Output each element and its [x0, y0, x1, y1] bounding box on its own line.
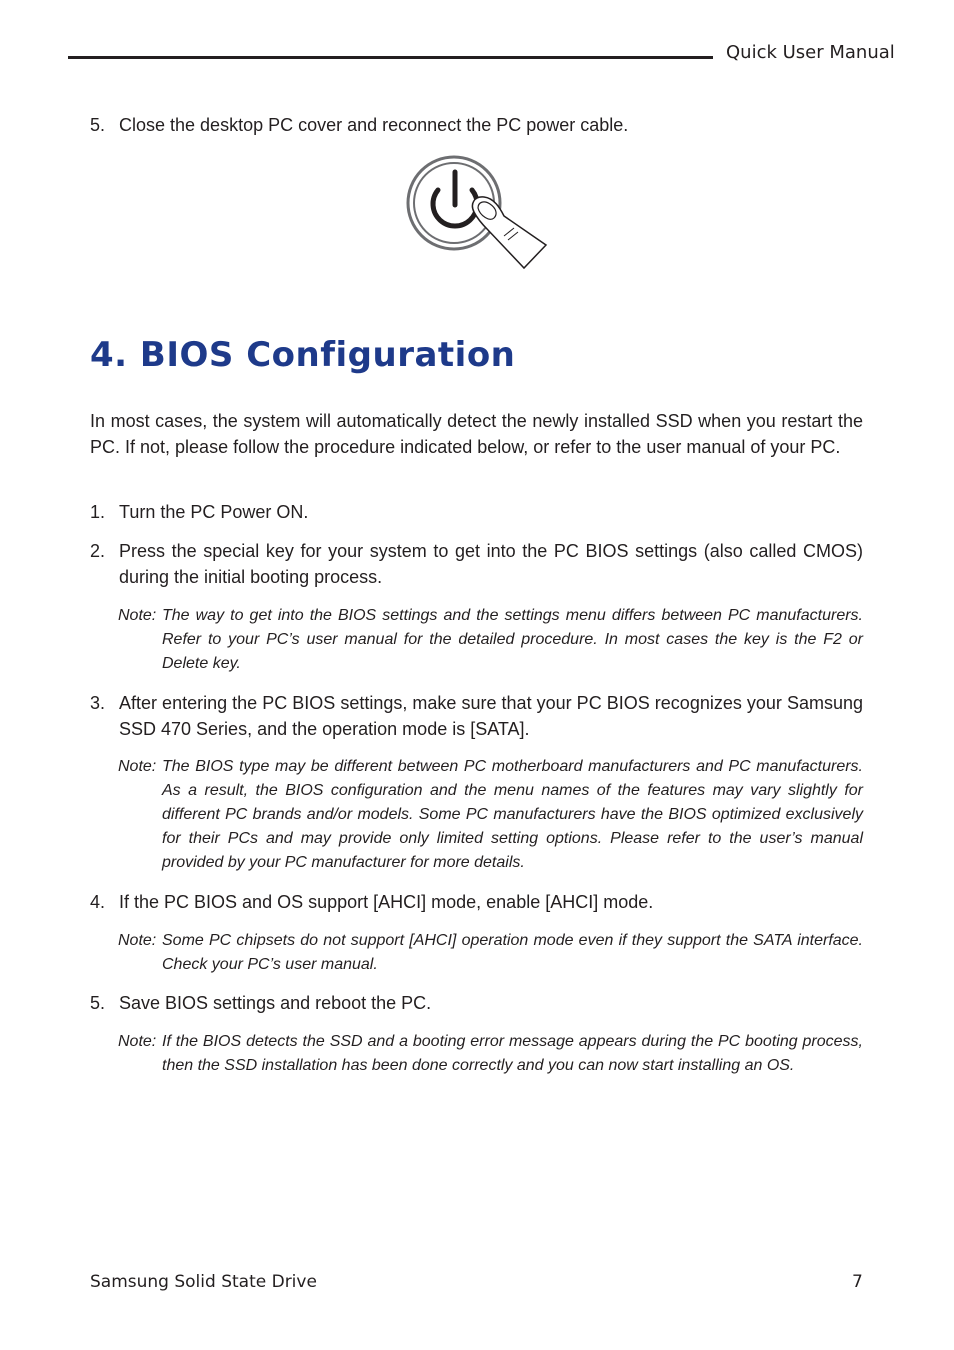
step-number: 3.	[90, 693, 106, 713]
note-text: If the BIOS detects the SSD and a booting error message appears during the PC booting process, then the SSD installation has been done correctly and you can now start installing an OS.	[162, 1033, 863, 1074]
step-2	[90, 538, 863, 590]
step-number: 5.	[90, 115, 106, 135]
header-title: Quick User Manual	[726, 42, 895, 63]
note-label: Note:	[118, 932, 157, 949]
step-5	[90, 990, 863, 1016]
step-3	[90, 690, 863, 742]
step-4	[90, 889, 863, 915]
note-text: Some PC chipsets do not support [AHCI] operation mode even if they support the SATA interface. Check your PC’s user manual.	[162, 932, 863, 973]
note-text: The way to get into the BIOS settings and the settings menu differs between PC manufacturers. Refer to your PC’s user manual for the detailed procedure. In most cases the key is the F2 or Delete key.	[162, 607, 863, 672]
note-3	[118, 929, 863, 977]
note-text: The BIOS type may be different between PC motherboard manufacturers and PC manufacturers. As a result, the BIOS configuration and the menu names of the features may vary slightly for different PC brands and/or models. Some PC manufacturers have the BIOS optimized exclusively for their PCs and may provide only limited setting options. Please refer to the user’s manual provided by your PC manufacturer for more details.	[162, 758, 863, 871]
note-label: Note:	[118, 607, 157, 624]
section-heading: 4. BIOS Configuration	[90, 335, 516, 375]
step-text: Turn the PC Power ON.	[119, 502, 309, 522]
step-text: If the PC BIOS and OS support [AHCI] mode, enable [AHCI] mode.	[119, 892, 654, 912]
note-4	[118, 1030, 863, 1078]
step-number: 5.	[90, 993, 106, 1013]
note-1	[118, 604, 863, 676]
step-number: 1.	[90, 502, 106, 522]
step-number: 4.	[90, 892, 106, 912]
note-2	[118, 755, 863, 875]
header-rule	[68, 56, 713, 59]
power-button-finger-icon	[400, 150, 560, 270]
note-label: Note:	[118, 758, 157, 775]
note-label: Note:	[118, 1033, 157, 1050]
step-number: 2.	[90, 541, 106, 561]
page-number: 7	[852, 1272, 863, 1292]
step-text: Close the desktop PC cover and reconnect the PC power cable.	[119, 115, 629, 135]
top-step	[90, 112, 863, 138]
step-text: After entering the PC BIOS settings, make sure that your PC BIOS recognizes your Samsung SSD 470 Series, and the operation mode is [SATA].	[119, 693, 863, 739]
step-text: Press the special key for your system to get into the PC BIOS settings (also called CMOS) during the initial booting process.	[119, 541, 863, 587]
step-1	[90, 499, 863, 525]
intro-paragraph: In most cases, the system will automatically detect the newly installed SSD when you restart the PC. If not, please follow the procedure indicated below, or refer to the user manual of your PC.	[90, 411, 863, 457]
step-text: Save BIOS settings and reboot the PC.	[119, 993, 432, 1013]
footer-title: Samsung Solid State Drive	[90, 1272, 317, 1292]
